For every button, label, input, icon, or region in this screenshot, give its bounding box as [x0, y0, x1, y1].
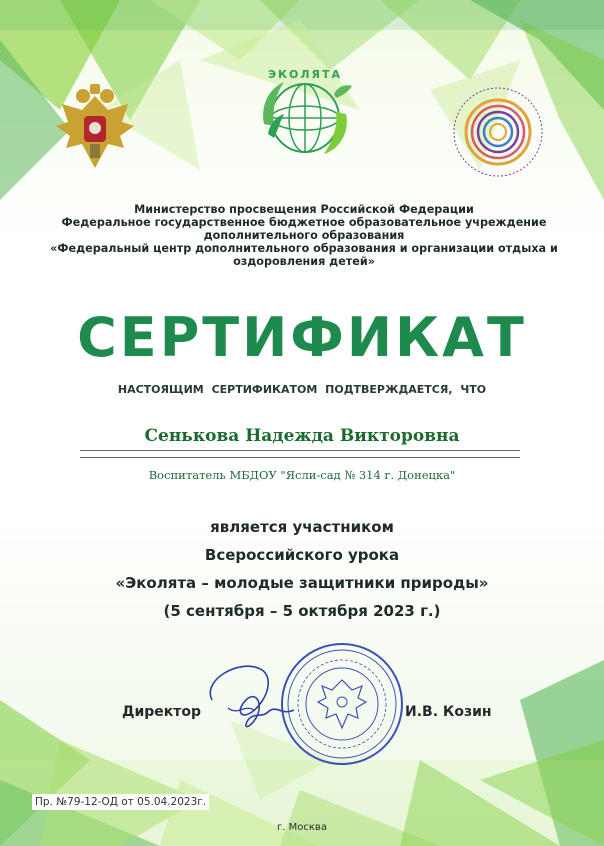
russian-emblem-logo — [52, 82, 138, 178]
ecolyata-logo — [250, 64, 360, 168]
event-dates: (5 сентября – 5 октября 2023 г.) — [163, 602, 441, 620]
participation-text — [0, 513, 604, 625]
issuer-line: Министерство просвещения Российской Федерации — [134, 203, 474, 216]
issuer-line: оздоровления детей» — [233, 255, 375, 268]
recipient-position: Воспитатель МБДОУ "Ясли-сад № 314 г. Донецка" — [148, 468, 456, 482]
svg-text:ЭКОЛЯТА: ЭКОЛЯТА — [267, 68, 343, 81]
director-name: И.В. Козин — [405, 704, 492, 720]
official-stamp — [278, 640, 406, 768]
issue-city: г. Москва — [277, 822, 327, 833]
confirmation-text: НАСТОЯЩИМ СЕРТИФИКАТОМ ПОДТВЕРЖДАЕТСЯ, ЧТО — [117, 383, 487, 396]
director-label: Директор — [122, 704, 202, 720]
certificate-title: СЕРТИФИКАТ — [77, 306, 527, 369]
event-title: «Эколята – молодые защитники природы» — [115, 574, 489, 592]
recipient-name: Сенькова Надежда Викторовна — [144, 426, 460, 446]
body-line: является участником — [210, 518, 394, 536]
body-line: Всероссийского урока — [204, 546, 400, 564]
issuer-line: дополнительного образования — [203, 229, 405, 242]
issuer-block — [50, 203, 558, 268]
federal-center-logo — [448, 82, 548, 182]
issuer-line: «Федеральный центр дополнительного образования и организации отдыха и — [50, 242, 558, 255]
name-underline — [80, 450, 520, 458]
issuer-line: Федеральное государственное бюджетное образовательное учреждение — [61, 216, 547, 229]
order-reference: Пр. №79-12-ОД от 05.04.2023г. — [32, 794, 209, 810]
